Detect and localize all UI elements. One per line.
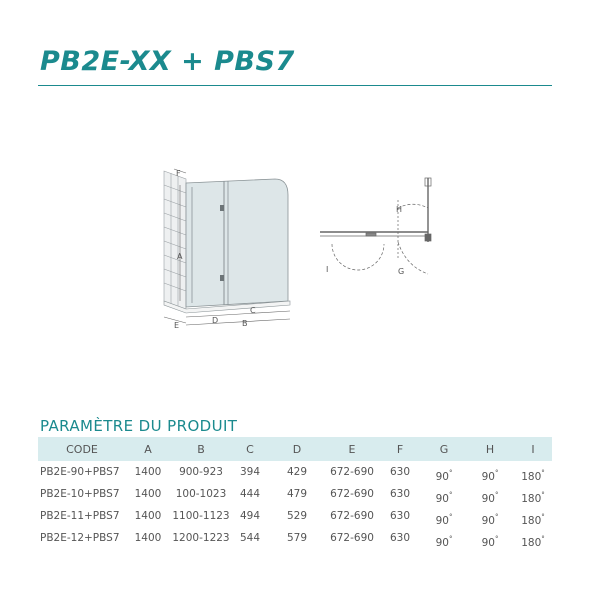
table-row: PB2E-90+PBS7 1400 900-923 394 429 672-690 630 90° 90° 180° <box>40 466 545 483</box>
col-I: I <box>514 437 552 461</box>
table-header-row <box>38 437 552 461</box>
title-rule <box>38 85 552 86</box>
col-F: F <box>378 437 422 461</box>
plan-view-drawing <box>310 170 445 280</box>
front-elevation-drawing <box>150 165 300 340</box>
col-B: B <box>170 437 232 461</box>
tiled-wall <box>164 171 186 309</box>
col-C: C <box>232 437 268 461</box>
page-title: PB2E-XX + PBS7 <box>40 46 295 77</box>
label-I: I <box>326 265 329 274</box>
label-D: D <box>212 316 219 325</box>
col-E: E <box>326 437 378 461</box>
glass-screen <box>186 179 288 307</box>
label-F: F <box>176 169 181 178</box>
label-H: H <box>396 205 403 214</box>
label-G: G <box>398 267 405 276</box>
label-C: C <box>250 306 256 315</box>
col-D: D <box>268 437 326 461</box>
label-E: E <box>174 321 180 330</box>
table-row: PB2E-12+PBS7 1400 1200-1223 544 579 672-690 630 90° 90° 180° <box>40 532 545 549</box>
col-A: A <box>126 437 170 461</box>
label-B: B <box>242 319 248 328</box>
table-row: PB2E-11+PBS7 1400 1100-1123 494 529 672-690 630 90° 90° 180° <box>40 510 545 527</box>
col-code: CODE <box>38 437 126 461</box>
col-G: G <box>422 437 466 461</box>
table-row: PB2E-10+PBS7 1400 100-1023 444 479 672-690 630 90° 90° 180° <box>40 488 545 505</box>
section-title: PARAMÈTRE DU PRODUIT <box>40 417 238 435</box>
label-A: A <box>177 252 183 261</box>
col-H: H <box>466 437 514 461</box>
product-parameters-table <box>38 437 552 549</box>
